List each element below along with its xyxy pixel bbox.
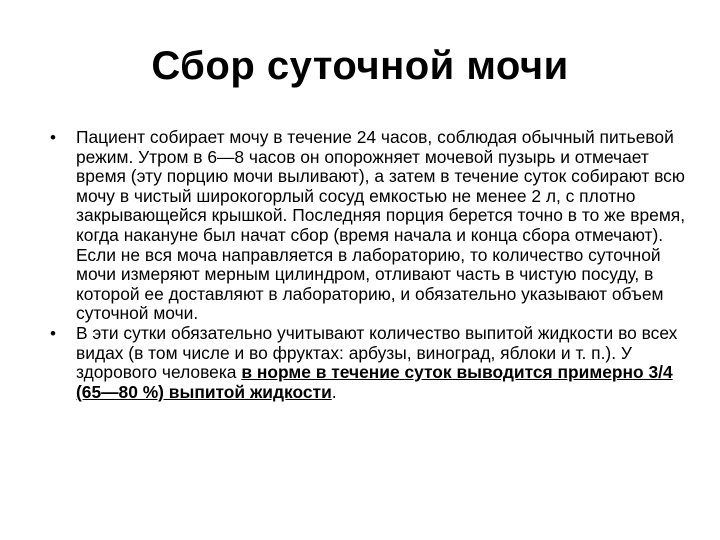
bullet-list [50,128,690,402]
bullet-icon: • [50,323,56,343]
bullet-item-2 [50,324,690,402]
slide-title: Сбор суточной мочи [151,44,569,88]
bullet-text-tail: . [331,381,337,402]
bullet-text: В эти сутки обязательно учитывают количество выпитой жидкости во всех видах (в том числе и во фруктах: арбузы, виноград, яблоки и т. п.). У здорового человека [76,322,678,383]
bullet-icon: • [50,128,56,147]
emphasized-text: в норме в течение суток выводится примерно 3/4 (65—80 %) выпитой жидкости [76,362,673,402]
bullet-text: Пациент собирает мочу в течение 24 часов, соблюдая обычный питьевой режим. Утром в 6—8 часов он опорожняет мочевой пузырь и отмечает время (эту порцию мочи выливают), а затем в течение суток собирают всю мочу в чистый широкогорлый сосуд емкостью не менее 2 л, с плотно закрывающейся крышкой. Последняя порция берется точно в то же время, когда накануне был начат сбор (время начала и конца сбора отмечают). Если не вся моча направляется в лабораторию, то количество суточной мочи измеряют мерным цилиндром, отливают часть в чистую посуду, в которой ее доставляют в лабораторию, и обязательно указывают объем суточной мочи. [76,127,686,324]
bullet-item-1 [50,128,690,324]
